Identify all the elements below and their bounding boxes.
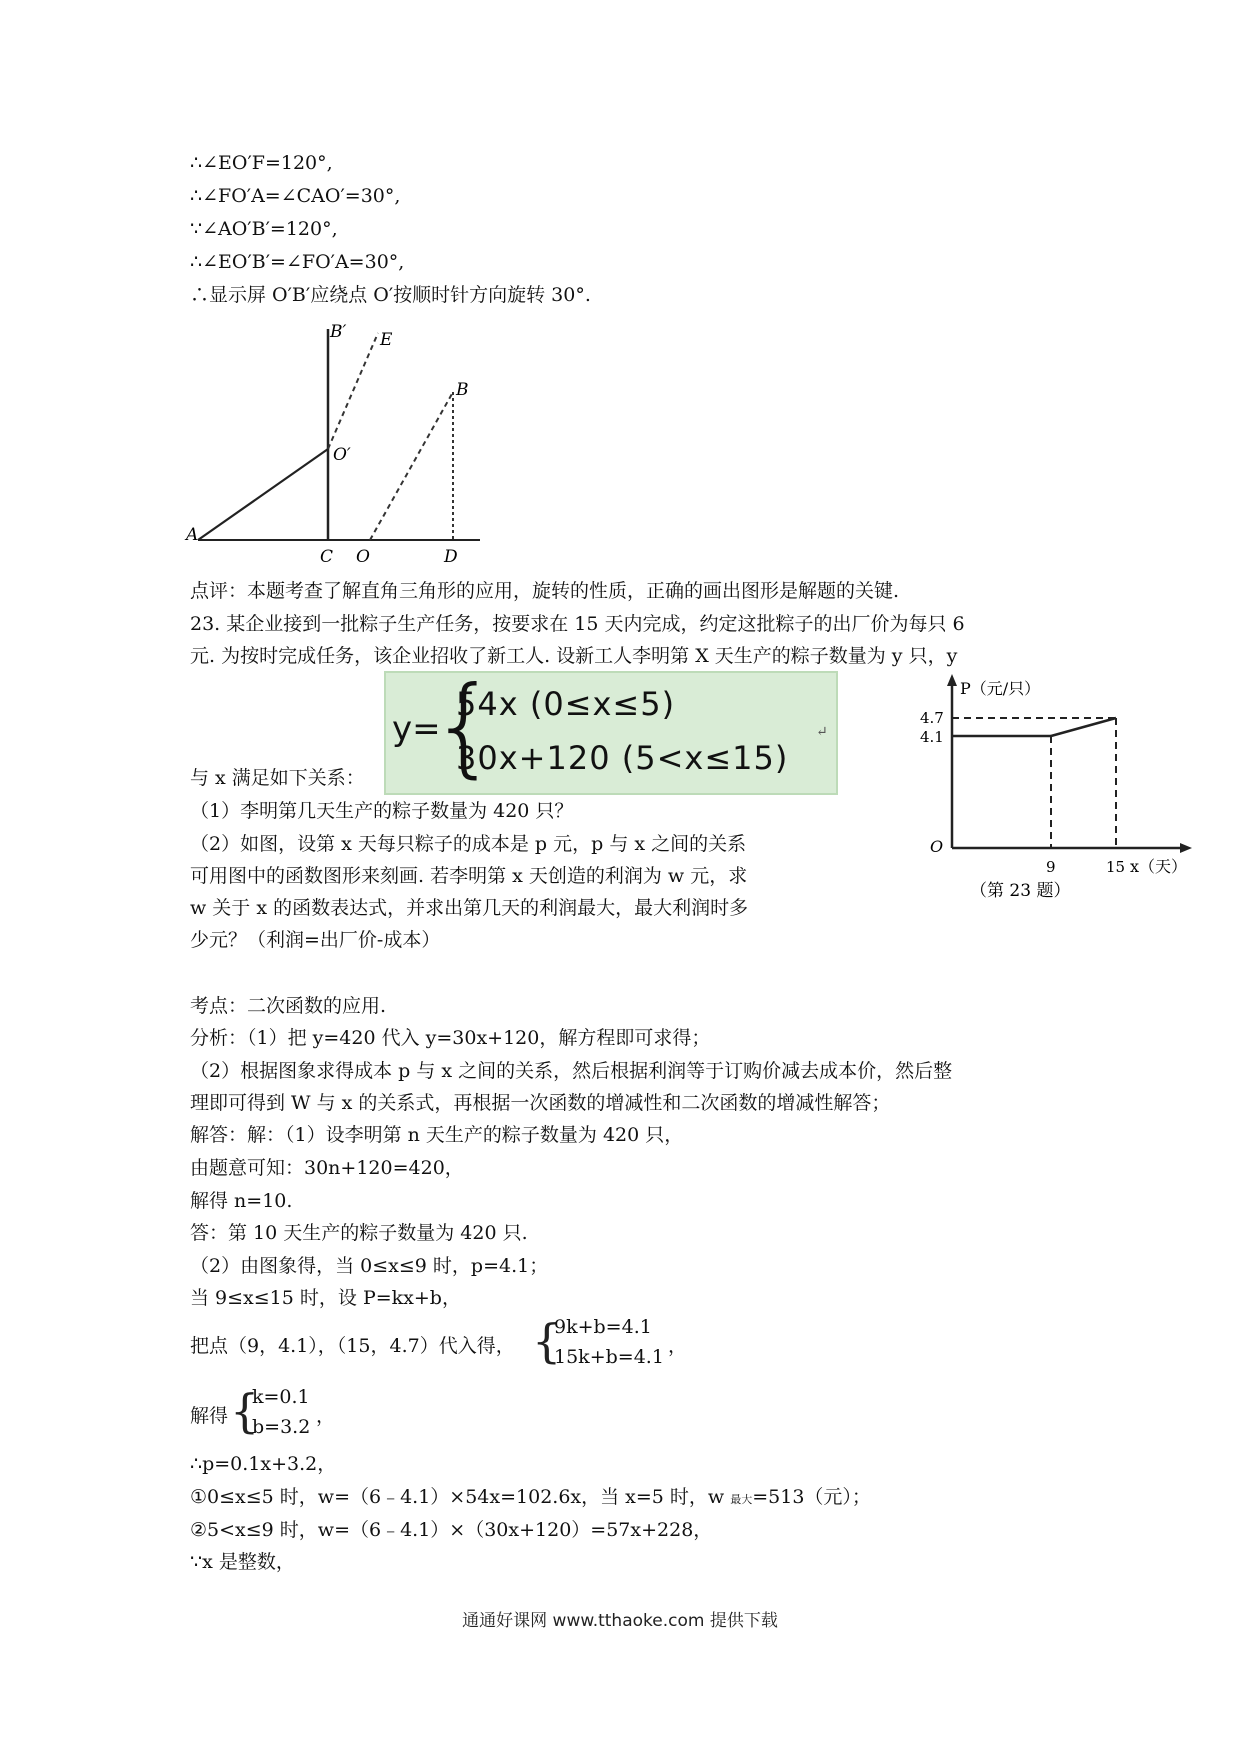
label-c: C <box>320 547 334 565</box>
system-1-brace: { <box>532 1314 562 1368</box>
line-ao-prime <box>198 449 328 540</box>
question-2-line-4: 少元？（利润=出厂价-成本） <box>190 929 441 951</box>
jieda-3: 解得 n=10. <box>190 1190 293 1212</box>
system-2-suffix: ， <box>316 1405 336 1427</box>
fenxi-1: 分析：（1）把 y=420 代入 y=30x+120，解方程即可求得； <box>190 1027 711 1049</box>
label-b-prime: B′ <box>330 322 347 342</box>
case-2: ②5<x≤9 时，w=（6﹣4.1）×（30x+120）=57x+228， <box>190 1519 713 1541</box>
problem-line-3: 与 x 满足如下关系： <box>190 767 365 789</box>
comment-text: 点评：本题考查了解直角三角形的应用，旋转的性质，正确的画出图形是解题的关键. <box>190 580 900 602</box>
system-1-row-1: 9k+b=4.1 <box>554 1316 652 1338</box>
label-b: B <box>456 380 469 400</box>
y-tick-4-1: 4.1 <box>920 728 944 746</box>
y-axis-arrow <box>947 674 957 686</box>
graph-caption: （第 23 题） <box>970 881 1071 901</box>
jieda-6: 当 9≤x≤15 时，设 P=kx+b， <box>190 1287 461 1309</box>
question-2-line-1: （2）如图，设第 x 天每只粽子的成本是 p 元，p 与 x 之间的关系 <box>190 833 747 855</box>
system-2-row-2: b=3.2 <box>252 1416 311 1438</box>
proof-line-5: ∴显示屏 O′B′应绕点 O′按顺时针方向旋转 30°. <box>190 284 591 306</box>
return-mark: ↵ <box>816 724 828 740</box>
x-axis-label: x（天） <box>1130 857 1188 876</box>
x-tick-15: 15 <box>1106 858 1126 876</box>
label-e: E <box>380 330 393 350</box>
dashed-ob <box>370 392 453 540</box>
label-o: O <box>356 547 370 565</box>
solve-prefix: 解得 <box>190 1405 229 1427</box>
label-d: D <box>444 547 458 565</box>
cost-graph <box>920 668 1200 913</box>
case-1-tail: =513（元）； <box>752 1486 871 1508</box>
equation-row-2: 30x+120 (5<x≤15) <box>456 739 789 777</box>
y-axis-label: P（元/只） <box>960 679 1041 698</box>
dashed-oe <box>328 333 378 449</box>
label-o-prime: O′ <box>333 445 351 465</box>
system-1-row-2: 15k+b=4.1 <box>554 1346 664 1368</box>
proof-line-1: ∴∠EO′F=120°, <box>190 152 333 174</box>
last-line: ∵x 是整数， <box>190 1551 295 1573</box>
label-a: A <box>186 525 199 545</box>
question-2-line-3: w 关于 x 的函数表达式，并求出第几天的利润最大，最大利润时多 <box>190 897 749 919</box>
question-2-line-2: 可用图中的函数图形来刻画. 若李明第 x 天创造的利润为 w 元，求 <box>190 865 748 887</box>
piecewise-equation <box>384 664 838 795</box>
question-1: （1）李明第几天生产的粽子数量为 420 只？ <box>190 800 574 822</box>
x-tick-9: 9 <box>1046 858 1056 876</box>
footer-text: 通通好课网 www.tthaoke.com 提供下载 <box>462 1611 778 1631</box>
p-expression: ∴p=0.1x+3.2， <box>190 1453 337 1475</box>
jieda-5: （2）由图象得，当 0≤x≤9 时，p=4.1； <box>190 1255 549 1277</box>
fenxi-3: 理即可得到 W 与 x 的关系式，再根据一次函数的增减性和二次函数的增减性解答； <box>190 1092 891 1114</box>
system-2-brace: { <box>230 1384 260 1438</box>
kaodian: 考点：二次函数的应用. <box>190 995 387 1017</box>
origin-label: O <box>930 837 944 856</box>
proof-line-3: ∵∠AO′B′=120°, <box>190 218 338 240</box>
fenxi-2: （2）根据图象求得成本 p 与 x 之间的关系，然后根据利润等于订购价减去成本价，然后整 <box>190 1060 953 1082</box>
jieda-1: 解答：解：（1）设李明第 n 天生产的粽子数量为 420 只， <box>190 1124 684 1146</box>
equation-lhs: y= <box>392 709 441 749</box>
substitution-prefix: 把点（9，4.1），（15，4.7）代入得， <box>190 1335 515 1357</box>
jieda-2: 由题意可知：30n+120=420， <box>190 1157 464 1179</box>
equation-row-1: 54x (0≤x≤5) <box>456 685 676 723</box>
y-tick-4-7: 4.7 <box>920 709 944 727</box>
case-1-main: ①0≤x≤5 时，w=（6﹣4.1）×54x=102.6x，当 x=5 时，w <box>190 1486 731 1508</box>
equation-brace: { <box>430 664 499 789</box>
geometry-figure <box>180 315 490 565</box>
case-1-subscript: 最大 <box>730 1493 753 1506</box>
x-axis-arrow <box>1180 843 1192 853</box>
problem-line-1: 23. 某企业接到一批粽子生产任务，按要求在 15 天内完成，约定这批粽子的出厂价为每只 6 <box>190 613 965 635</box>
proof-line-4: ∴∠EO′B′=∠FO′A=30°, <box>190 251 405 273</box>
problem-line-2: 元. 为按时完成任务，该企业招收了新工人. 设新工人李明第 X 天生产的粽子数量为 y 只，y <box>190 645 958 667</box>
system-1-suffix: ， <box>668 1335 688 1357</box>
segment-rising <box>1051 718 1116 736</box>
case-1 <box>190 1484 871 1513</box>
proof-line-2: ∴∠FO′A=∠CAO′=30°, <box>190 185 401 207</box>
system-2-row-1: k=0.1 <box>252 1386 310 1408</box>
jieda-4: 答：第 10 天生产的粽子数量为 420 只. <box>190 1222 528 1244</box>
